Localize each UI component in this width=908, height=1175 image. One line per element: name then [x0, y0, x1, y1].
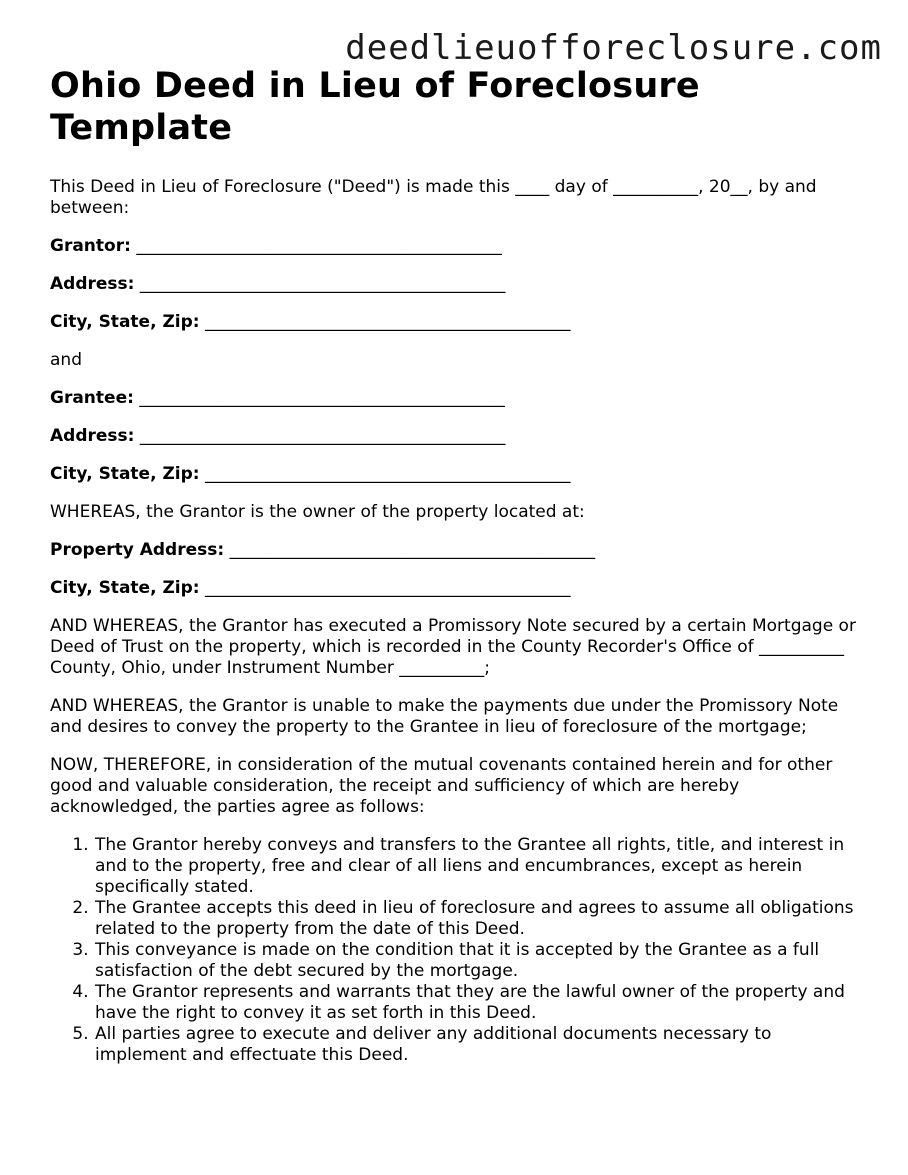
- grantor-name-field: [50, 236, 865, 257]
- grantee-address-label: Address:: [50, 426, 135, 446]
- grantor-address-blank: ___________________________________________: [139, 274, 506, 294]
- grantor-address-label: Address:: [50, 274, 135, 294]
- term-item: 3. This conveyance is made on the condition that it is accepted by the Grantee as a full satisfaction of the debt secured by the mortgage.: [94, 940, 865, 982]
- intro-paragraph: This Deed in Lieu of Foreclosure ("Deed") is made this ____ day of __________, 20__, by and between:: [50, 177, 817, 218]
- whereas-unable-paragraph: AND WHEREAS, the Grantor is unable to make the payments due under the Promissory Note and desires to convey the property to the Grantee in lieu of foreclosure of the mortgage;: [50, 696, 839, 737]
- grantee-address-blank: ___________________________________________: [139, 426, 506, 446]
- grantor-address-field: [50, 274, 865, 295]
- whereas-property-paragraph: WHEREAS, the Grantor is the owner of the property located at:: [50, 502, 585, 522]
- grantor-name-blank: ___________________________________________: [136, 236, 502, 256]
- document-title: Ohio Deed in Lieu of Foreclosure Template: [50, 66, 700, 148]
- grantee-city-label: City, State, Zip:: [50, 464, 200, 484]
- grantee-name-label: Grantee:: [50, 388, 134, 408]
- term-item: 4. The Grantor represents and warrants that they are the lawful owner of the property and have the right to convey it as set forth in this Deed.: [94, 982, 865, 1024]
- terms-list: [50, 835, 865, 1066]
- term-item: 5. All parties agree to execute and deliver any additional documents necessary to implement and effectuate this Deed.: [94, 1024, 865, 1066]
- property-city-field: [50, 578, 865, 599]
- grantee-name-field: [50, 388, 865, 409]
- term-item: 2. The Grantee accepts this deed in lieu of foreclosure and agrees to assume all obligations related to the property from the date of this Deed.: [94, 898, 865, 940]
- grantee-city-field: [50, 464, 865, 485]
- property-city-blank: ___________________________________________: [204, 578, 571, 598]
- site-watermark: deedlieuofforeclosure.com: [345, 28, 882, 68]
- term-item: 1. The Grantor hereby conveys and transfers to the Grantee all rights, title, and interest in and to the property, free and clear of all liens and encumbrances, except as herein specifically stated.: [94, 835, 865, 898]
- now-therefore-paragraph: NOW, THEREFORE, in consideration of the mutual covenants contained herein and for other good and valuable consideration, the receipt and sufficiency of which are hereby acknowledged, the parties agree as follows:: [50, 755, 833, 817]
- and-separator: and: [50, 350, 82, 370]
- grantor-name-label: Grantor:: [50, 236, 131, 256]
- property-city-label: City, State, Zip:: [50, 578, 200, 598]
- grantee-city-blank: ___________________________________________: [204, 464, 571, 484]
- whereas-note-paragraph: AND WHEREAS, the Grantor has executed a Promissory Note secured by a certain Mortgage or Deed of Trust on the property, which is recorded in the County Recorder's Office of __________ County, Ohio, under Instrument Number __________;: [50, 616, 856, 678]
- property-address-label: Property Address:: [50, 540, 225, 560]
- grantor-city-label: City, State, Zip:: [50, 312, 200, 332]
- deed-document: [50, 65, 865, 1066]
- grantor-city-blank: ___________________________________________: [204, 312, 571, 332]
- property-address-field: [50, 540, 865, 561]
- property-address-blank: ___________________________________________: [229, 540, 596, 560]
- grantor-city-field: [50, 312, 865, 333]
- grantee-address-field: [50, 426, 865, 447]
- grantee-name-blank: ___________________________________________: [139, 388, 505, 408]
